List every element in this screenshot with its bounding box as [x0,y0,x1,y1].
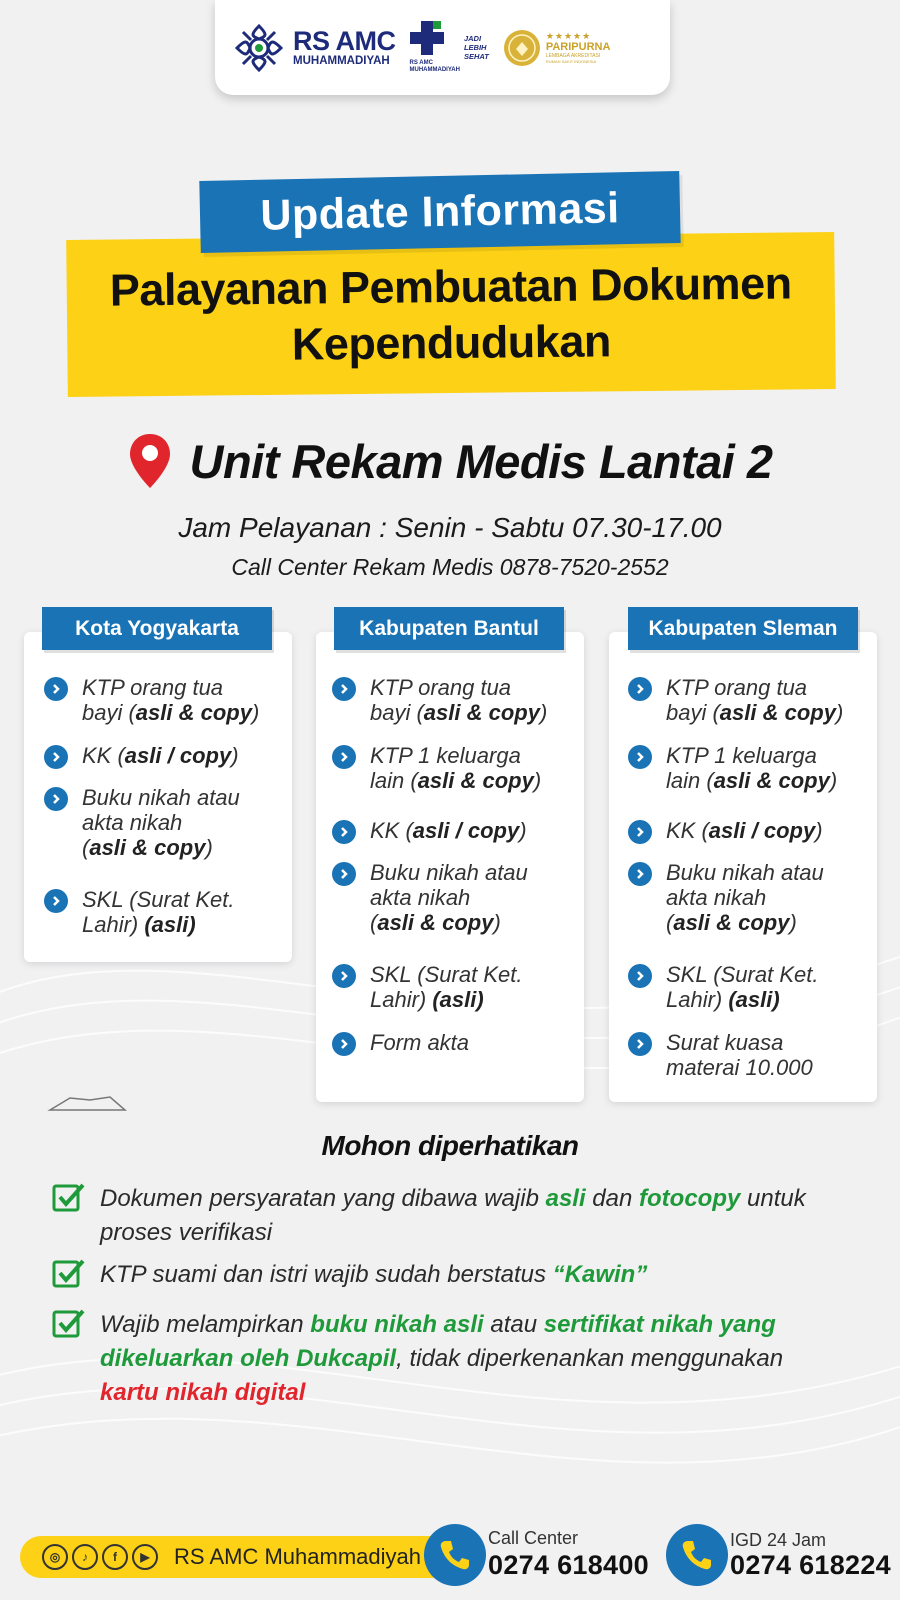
item-bold: asli & copy [89,835,206,860]
item-text: KTP 1 keluarga [370,743,521,768]
jadi-text-2: LEBIH [463,43,487,52]
note-green: asli [545,1185,586,1212]
logo-card [215,0,670,95]
item-text: ) [815,818,823,843]
item-text: akta nikah [370,885,471,910]
location-title: Unit Rekam Medis Lantai 2 [189,434,773,488]
item-text: Form akta [370,1030,470,1055]
chevron-right-icon [44,787,68,811]
brand-sub: MUHAMMADIYAH [293,54,390,67]
chevron-right-icon [44,889,68,913]
item-text: KTP orang tua [370,675,512,700]
list-item [332,1030,469,1056]
item-text: lain ( [370,768,418,793]
list-item [44,675,259,725]
location-pin-icon [128,432,172,490]
list-item [628,675,843,725]
note-item [52,1308,783,1410]
list-item [332,860,528,935]
chevron-right-icon [332,1032,356,1056]
list-item [332,743,541,793]
list-item [628,860,824,935]
kars-medal-icon [503,29,541,67]
note-green: buku nikah asli [310,1311,484,1338]
chevron-right-icon [628,677,652,701]
item-text: ) [205,835,213,860]
chevron-right-icon [44,745,68,769]
item-bold: asli / copy [412,818,520,843]
item-text: lain ( [666,768,714,793]
item-bold: asli & copy [417,768,534,793]
stars: ★★★★★ [545,31,592,41]
note-text: dan [585,1185,640,1212]
item-bold: asli & copy [135,700,252,725]
item-text: KK ( [666,818,709,843]
item-text: bayi ( [370,700,424,725]
callcenter-label: Call Center [488,1528,579,1548]
note-green: fotocopy [639,1185,741,1212]
chevron-right-icon [628,745,652,769]
item-bold: asli & copy [377,910,494,935]
note-text: Wajib melampirkan [100,1311,311,1338]
item-text: KTP orang tua [82,675,224,700]
item-text: bayi ( [82,700,136,725]
note-item [52,1182,806,1250]
column-title-bantul: Kabupaten Bantul [334,607,564,650]
instagram-icon[interactable]: ◎ [42,1544,68,1570]
column-title-yogyakarta: Kota Yogyakarta [42,607,272,650]
chevron-right-icon [332,745,356,769]
item-text: ) [533,768,542,793]
item-bold: asli / copy [124,743,232,768]
item-text: ) [251,700,260,725]
rs-amc-logo [233,22,396,74]
checkbox-check-icon [52,1182,86,1214]
item-bold: asli & copy [673,910,790,935]
item-text: SKL (Surat Ket. [82,887,235,912]
chevron-right-icon [332,677,356,701]
list-item [332,675,547,725]
headline-banner [66,232,836,397]
service-hours: Jam Pelayanan : Senin - Sabtu 07.30-17.00 [178,512,722,543]
note-green: sertifikat nikah yang [543,1311,776,1338]
note-text: , tidak diperkenankan menggunakan [396,1345,784,1372]
note-text: atau [483,1311,544,1338]
item-text: Buku nikah atau [666,860,824,885]
chevron-right-icon [44,677,68,701]
list-item [44,743,239,769]
headline-line2: Kependudukan [291,314,612,370]
item-text: Buku nikah atau [370,860,528,885]
jadi-sub-2: MUHAMMADIYAH [409,67,460,73]
note-text: KTP suami dan istri wajib sudah berstatus [100,1261,553,1288]
item-text: ) [835,700,844,725]
list-item [44,887,234,937]
jadi-sub-1: RS AMC [409,60,433,66]
phone-icon[interactable] [424,1524,486,1586]
igd-number[interactable]: 0274 618224 [730,1550,891,1580]
note-green: dikeluarkan oleh Dukcapil [100,1345,397,1372]
item-text: akta nikah [82,810,183,835]
list-item [628,743,837,793]
item-text: ) [539,700,548,725]
list-item [628,1030,813,1080]
chevron-right-icon [332,820,356,844]
item-bold: (asli) [144,912,196,937]
footer-name: RS AMC Muhammadiyah [174,1544,421,1569]
item-bold: (asli) [432,987,484,1012]
item-text: KTP 1 keluarga [666,743,817,768]
note-red: kartu nikah digital [100,1379,306,1406]
paripurna-sub: LEMBAGA AKREDITASI [545,53,601,59]
list-item [332,818,527,844]
chevron-right-icon [628,862,652,886]
item-bold: (asli) [728,987,780,1012]
item-text: ) [789,910,797,935]
chevron-right-icon [628,1032,652,1056]
paripurna-logo [503,29,611,67]
item-text: SKL (Surat Ket. [666,962,819,987]
paripurna-title: PARIPURNA [545,41,611,53]
item-text: KK ( [82,743,125,768]
jadi-text-1: JADI [463,34,482,43]
chevron-right-icon [628,964,652,988]
item-text: ) [231,743,239,768]
brand-name: RS AMC [293,25,396,56]
amc-emblem-icon [233,22,285,74]
item-text: KK ( [370,818,413,843]
youtube-icon[interactable]: ▶ [132,1544,158,1570]
item-text: ) [519,818,527,843]
notes-title: Mohon diperhatikan [321,1130,579,1161]
footer-social-bar [20,1536,470,1578]
note-green: “Kawin” [552,1261,648,1288]
item-text: ( [82,835,90,860]
item-text: Buku nikah atau [82,785,240,810]
list-item [332,962,522,1012]
item-text: Lahir) [370,987,433,1012]
phone-icon[interactable] [666,1524,728,1586]
item-text: Lahir) [82,912,145,937]
update-title: Update Informasi [259,183,621,240]
item-bold: asli & copy [713,768,830,793]
chevron-right-icon [332,964,356,988]
note-text: untuk [740,1185,806,1212]
item-bold: asli & copy [719,700,836,725]
list-item [44,785,240,860]
checkbox-check-icon [52,1258,86,1290]
headline-line1: Palayanan Pembuatan Dokumen [109,256,792,316]
chevron-right-icon [332,862,356,886]
tiktok-icon[interactable]: ♪ [72,1544,98,1570]
paripurna-sub2: RUMAH SAKIT INDONESIA [545,59,597,64]
item-text: ( [666,910,674,935]
item-text: ) [829,768,838,793]
item-text: ( [370,910,378,935]
list-item [628,962,818,1012]
location-line [0,432,900,490]
update-banner [199,171,680,253]
item-text: materai 10.000 [666,1055,813,1080]
callcenter-rekam-medis: Call Center Rekam Medis 0878-7520-2552 [231,554,669,580]
item-text: bayi ( [666,700,720,725]
note-text: Dokumen persyaratan yang dibawa wajib [100,1185,546,1212]
list-item [628,818,823,844]
item-bold: asli / copy [708,818,816,843]
item-text: KTP orang tua [666,675,808,700]
item-text: SKL (Surat Ket. [370,962,523,987]
jadi-text-3: SEHAT [463,52,489,61]
note-text: proses verifikasi [100,1219,273,1246]
column-title-sleman: Kabupaten Sleman [628,607,858,650]
note-item [52,1258,647,1292]
callcenter-number[interactable]: 0274 618400 [488,1550,649,1580]
chevron-right-icon [628,820,652,844]
item-text: Surat kuasa [666,1030,784,1055]
facebook-icon[interactable]: f [102,1544,128,1570]
item-text: Lahir) [666,987,729,1012]
cross-icon [410,21,444,55]
igd-label: IGD 24 Jam [730,1530,827,1550]
jadi-lebih-sehat-logo [410,21,489,74]
item-text: akta nikah [666,885,767,910]
item-text: ) [493,910,501,935]
checkbox-check-icon [52,1308,86,1340]
item-bold: asli & copy [423,700,540,725]
